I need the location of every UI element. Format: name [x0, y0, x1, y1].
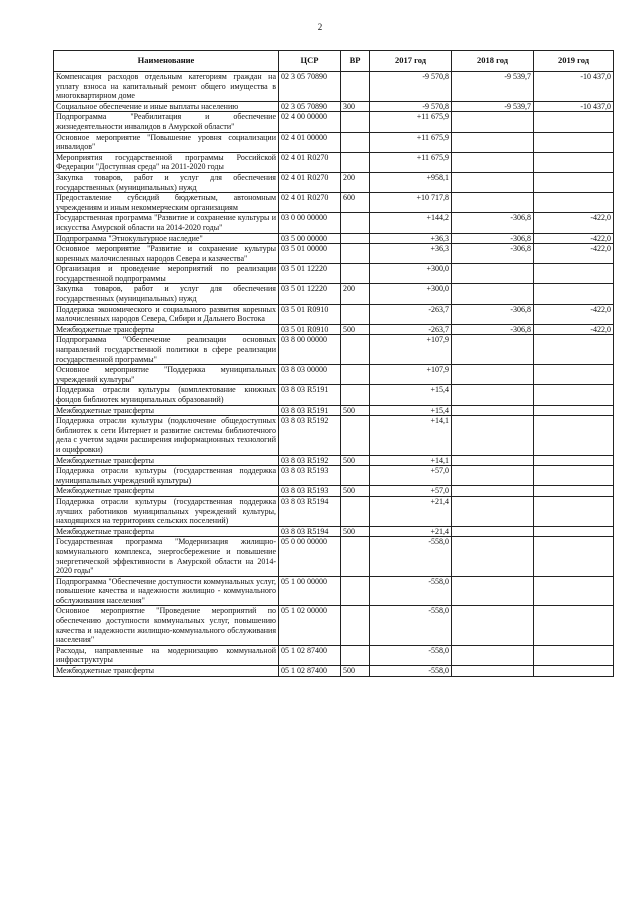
row-vr: 500	[341, 666, 370, 677]
row-name: Организация и проведение мероприятий по реализации государственной подпрограммы	[54, 264, 279, 284]
row-name: Закупка товаров, работ и услуг для обеспечения государственных (муниципальных) нужд	[54, 172, 279, 192]
row-vr	[341, 335, 370, 365]
row-value-2018	[452, 193, 534, 213]
row-value-2017: +11 675,9	[370, 132, 452, 152]
row-csr: 03 5 01 R0910	[279, 324, 341, 335]
row-value-2017: +300,0	[370, 284, 452, 304]
row-vr: 500	[341, 486, 370, 497]
header-2019: 2019 год	[534, 51, 614, 72]
row-vr	[341, 385, 370, 405]
row-value-2019	[534, 486, 614, 497]
row-value-2019	[534, 405, 614, 416]
row-value-2018	[452, 645, 534, 665]
row-name: Межбюджетные трансферты	[54, 455, 279, 466]
table-row	[54, 172, 614, 192]
row-value-2018	[452, 365, 534, 385]
table-row	[54, 233, 614, 244]
row-value-2019: -422,0	[534, 233, 614, 244]
row-csr: 03 5 01 00000	[279, 244, 341, 264]
row-value-2017: -9 570,8	[370, 101, 452, 112]
row-value-2019	[534, 466, 614, 486]
row-csr: 03 8 03 R5192	[279, 416, 341, 455]
row-name: Государственная программа "Модернизация жилищно-коммунального комплекса, энергосбережение и повышение энергетической эффективности в Амурской области на 2014-2020 годы"	[54, 537, 279, 576]
row-value-2019	[534, 335, 614, 365]
row-name: Социальное обеспечение и иные выплаты населению	[54, 101, 279, 112]
row-vr: 200	[341, 284, 370, 304]
row-value-2018	[452, 666, 534, 677]
row-csr: 03 5 00 00000	[279, 233, 341, 244]
row-value-2019	[534, 526, 614, 537]
row-vr	[341, 416, 370, 455]
row-value-2017: -263,7	[370, 304, 452, 324]
row-value-2019	[534, 416, 614, 455]
row-vr: 300	[341, 101, 370, 112]
row-value-2017: +57,0	[370, 466, 452, 486]
row-value-2018	[452, 284, 534, 304]
table-row	[54, 405, 614, 416]
table-row	[54, 486, 614, 497]
row-vr: 500	[341, 405, 370, 416]
row-name: Подпрограмма "Реабилитация и обеспечение жизнедеятельности инвалидов в Амурской области"	[54, 112, 279, 132]
table-row	[54, 132, 614, 152]
row-value-2019	[534, 264, 614, 284]
budget-table	[53, 50, 614, 677]
table-row	[54, 645, 614, 665]
row-vr	[341, 72, 370, 102]
row-value-2018: -306,8	[452, 244, 534, 264]
row-csr: 03 5 01 12220	[279, 284, 341, 304]
row-csr: 02 4 01 R0270	[279, 152, 341, 172]
row-value-2018	[452, 385, 534, 405]
table-row	[54, 101, 614, 112]
table-row	[54, 496, 614, 526]
row-name: Предоставление субсидий бюджетным, автономным учреждениям и иным некоммерческим организациям	[54, 193, 279, 213]
table-row	[54, 606, 614, 645]
row-name: Основное мероприятие "Поддержка муниципальных учреждений культуры"	[54, 365, 279, 385]
row-value-2018	[452, 486, 534, 497]
row-csr: 03 8 03 R5193	[279, 486, 341, 497]
row-csr: 03 8 03 R5194	[279, 526, 341, 537]
row-vr	[341, 112, 370, 132]
row-vr	[341, 606, 370, 645]
row-name: Основное мероприятие "Повышение уровня социализации инвалидов"	[54, 132, 279, 152]
row-vr	[341, 466, 370, 486]
row-value-2017: +57,0	[370, 486, 452, 497]
header-vr: ВР	[341, 51, 370, 72]
row-value-2017: +10 717,8	[370, 193, 452, 213]
row-value-2019	[534, 385, 614, 405]
row-value-2018	[452, 496, 534, 526]
row-value-2018	[452, 132, 534, 152]
row-value-2019	[534, 132, 614, 152]
row-csr: 05 1 00 00000	[279, 576, 341, 606]
row-value-2018	[452, 455, 534, 466]
table-row	[54, 213, 614, 233]
row-value-2019	[534, 455, 614, 466]
row-value-2018: -306,8	[452, 304, 534, 324]
row-vr	[341, 244, 370, 264]
table-row	[54, 666, 614, 677]
row-vr	[341, 152, 370, 172]
row-value-2019	[534, 365, 614, 385]
row-value-2019: -422,0	[534, 244, 614, 264]
table-row	[54, 466, 614, 486]
row-csr: 05 1 02 87400	[279, 666, 341, 677]
row-value-2017: +15,4	[370, 385, 452, 405]
row-value-2018: -306,8	[452, 233, 534, 244]
row-value-2018	[452, 172, 534, 192]
row-value-2019	[534, 537, 614, 576]
table-row	[54, 244, 614, 264]
row-value-2019	[534, 496, 614, 526]
row-csr: 02 4 01 00000	[279, 132, 341, 152]
row-value-2017: +21,4	[370, 496, 452, 526]
row-name: Поддержка экономического и социального развития коренных малочисленных народов Севера, Сибири и Дальнего Востока	[54, 304, 279, 324]
row-value-2017: -9 570,8	[370, 72, 452, 102]
row-csr: 05 1 02 87400	[279, 645, 341, 665]
table-header-row	[54, 51, 614, 72]
row-value-2017: +300,0	[370, 264, 452, 284]
row-value-2019	[534, 112, 614, 132]
row-value-2019	[534, 284, 614, 304]
row-csr: 02 4 01 R0270	[279, 193, 341, 213]
row-value-2017: +14,1	[370, 455, 452, 466]
row-vr: 500	[341, 526, 370, 537]
row-csr: 02 3 05 70890	[279, 72, 341, 102]
row-value-2018	[452, 606, 534, 645]
row-vr	[341, 132, 370, 152]
row-value-2017: +21,4	[370, 526, 452, 537]
table-row	[54, 537, 614, 576]
row-vr: 500	[341, 455, 370, 466]
row-name: Межбюджетные трансферты	[54, 526, 279, 537]
table-row	[54, 576, 614, 606]
row-value-2017: -558,0	[370, 645, 452, 665]
row-name: Основное мероприятие "Проведение мероприятий по обеспечению доступности коммунальных услуг, повышению качества и надежности жилищно-коммунального обслуживания населения"	[54, 606, 279, 645]
header-name: Наименование	[54, 51, 279, 72]
row-value-2017: +144,2	[370, 213, 452, 233]
row-value-2018: -9 539,7	[452, 101, 534, 112]
row-csr: 03 0 00 00000	[279, 213, 341, 233]
row-name: Подпрограмма "Обеспечение доступности коммунальных услуг, повышение качества и надежности жилищно - коммунального обслуживания населения"	[54, 576, 279, 606]
header-2017: 2017 год	[370, 51, 452, 72]
row-value-2017: +107,9	[370, 365, 452, 385]
table-row	[54, 526, 614, 537]
row-value-2017: -558,0	[370, 576, 452, 606]
row-value-2017: +107,9	[370, 335, 452, 365]
row-vr: 600	[341, 193, 370, 213]
row-value-2018	[452, 112, 534, 132]
row-vr	[341, 537, 370, 576]
row-value-2019: -10 437,0	[534, 101, 614, 112]
row-name: Поддержка отрасли культуры (подключение общедоступных библиотек к сети Интернет и развитие системы библиотечного дела с учетом задачи расширения информационных технологий и оцифровки)	[54, 416, 279, 455]
row-value-2018: -306,8	[452, 213, 534, 233]
row-csr: 03 5 01 12220	[279, 264, 341, 284]
row-value-2019: -422,0	[534, 213, 614, 233]
row-csr: 05 1 02 00000	[279, 606, 341, 645]
row-value-2017: +958,1	[370, 172, 452, 192]
row-value-2017: -558,0	[370, 666, 452, 677]
row-value-2017: +36,3	[370, 233, 452, 244]
header-csr: ЦСР	[279, 51, 341, 72]
row-value-2018: -9 539,7	[452, 72, 534, 102]
row-csr: 05 0 00 00000	[279, 537, 341, 576]
row-name: Межбюджетные трансферты	[54, 324, 279, 335]
row-value-2019	[534, 152, 614, 172]
row-value-2018	[452, 264, 534, 284]
row-vr	[341, 576, 370, 606]
row-name: Государственная программа "Развитие и сохранение культуры и искусства Амурской области на 2014-2020 годы"	[54, 213, 279, 233]
row-value-2018: -306,8	[452, 324, 534, 335]
row-csr: 02 4 00 00000	[279, 112, 341, 132]
row-vr: 500	[341, 324, 370, 335]
row-value-2018	[452, 526, 534, 537]
row-name: Компенсация расходов отдельным категориям граждан на уплату взноса на капитальный ремонт общего имущества в многоквартирном доме	[54, 72, 279, 102]
row-name: Поддержка отрасли культуры (государственная поддержка лучших работников муниципальных учреждений культуры, находящихся на территориях сельских поселений)	[54, 496, 279, 526]
row-name: Межбюджетные трансферты	[54, 666, 279, 677]
row-name: Подпрограмма "Обеспечение реализации основных направлений государственной политики в сфере реализации государственной программы"	[54, 335, 279, 365]
row-value-2017: -263,7	[370, 324, 452, 335]
row-vr: 200	[341, 172, 370, 192]
row-vr	[341, 496, 370, 526]
row-value-2019: -422,0	[534, 324, 614, 335]
table-row	[54, 335, 614, 365]
row-value-2018	[452, 152, 534, 172]
row-name: Расходы, направленные на модернизацию коммунальной инфраструктуры	[54, 645, 279, 665]
row-csr: 03 8 03 R5192	[279, 455, 341, 466]
row-value-2017: +15,4	[370, 405, 452, 416]
row-value-2017: -558,0	[370, 606, 452, 645]
row-name: Межбюджетные трансферты	[54, 486, 279, 497]
table-row	[54, 193, 614, 213]
row-value-2019	[534, 666, 614, 677]
table-row	[54, 284, 614, 304]
table-row	[54, 264, 614, 284]
row-value-2019	[534, 193, 614, 213]
row-value-2018	[452, 416, 534, 455]
row-csr: 03 5 01 R0910	[279, 304, 341, 324]
row-csr: 03 8 03 R5194	[279, 496, 341, 526]
row-name: Подпрограмма "Этнокультурное наследие"	[54, 233, 279, 244]
row-value-2018	[452, 537, 534, 576]
row-value-2018	[452, 405, 534, 416]
row-name: Поддержка отрасли культуры (государственная поддержка муниципальных учреждений культуры)	[54, 466, 279, 486]
row-value-2017: +11 675,9	[370, 112, 452, 132]
row-vr	[341, 264, 370, 284]
row-csr: 03 8 03 R5193	[279, 466, 341, 486]
table-body	[54, 72, 614, 677]
table-row	[54, 455, 614, 466]
row-value-2019: -10 437,0	[534, 72, 614, 102]
table-row	[54, 112, 614, 132]
row-value-2019	[534, 606, 614, 645]
row-name: Межбюджетные трансферты	[54, 405, 279, 416]
row-name: Поддержка отрасли культуры (комплектование книжных фондов библиотек муниципальных образований)	[54, 385, 279, 405]
row-value-2018	[452, 576, 534, 606]
row-value-2017: +14,1	[370, 416, 452, 455]
table-row	[54, 72, 614, 102]
header-2018: 2018 год	[452, 51, 534, 72]
row-value-2019	[534, 172, 614, 192]
table-row	[54, 416, 614, 455]
row-value-2017: +36,3	[370, 244, 452, 264]
row-value-2018	[452, 466, 534, 486]
row-value-2019	[534, 576, 614, 606]
table-row	[54, 304, 614, 324]
row-vr	[341, 233, 370, 244]
row-vr	[341, 304, 370, 324]
table-row	[54, 324, 614, 335]
table-row	[54, 152, 614, 172]
row-name: Основное мероприятие "Развитие и сохранение культуры коренных малочисленных народов Севера и казачества"	[54, 244, 279, 264]
row-name: Мероприятия государственной программы Российской Федерации "Доступная среда" на 2011-2020 годы	[54, 152, 279, 172]
row-csr: 03 8 03 R5191	[279, 405, 341, 416]
row-value-2017: +11 675,9	[370, 152, 452, 172]
row-value-2019	[534, 645, 614, 665]
row-value-2018	[452, 335, 534, 365]
row-vr	[341, 645, 370, 665]
table-row	[54, 365, 614, 385]
page-number: 2	[317, 22, 323, 32]
row-value-2017: -558,0	[370, 537, 452, 576]
row-csr: 03 8 00 00000	[279, 335, 341, 365]
row-name: Закупка товаров, работ и услуг для обеспечения государственных (муниципальных) нужд	[54, 284, 279, 304]
row-vr	[341, 213, 370, 233]
row-vr	[341, 365, 370, 385]
row-csr: 03 8 03 R5191	[279, 385, 341, 405]
row-csr: 02 3 05 70890	[279, 101, 341, 112]
row-csr: 03 8 03 00000	[279, 365, 341, 385]
row-csr: 02 4 01 R0270	[279, 172, 341, 192]
row-value-2019: -422,0	[534, 304, 614, 324]
table-row	[54, 385, 614, 405]
